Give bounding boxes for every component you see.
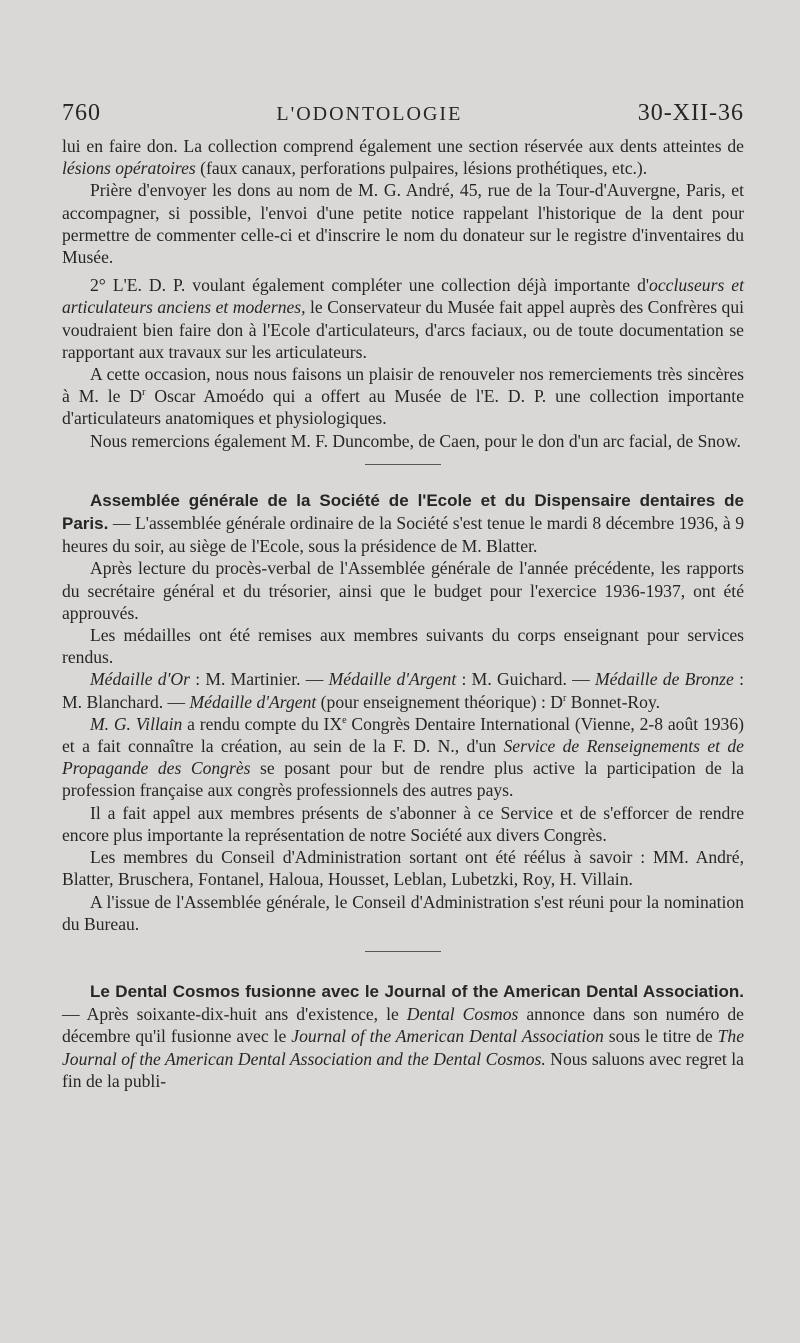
paragraph: Il a fait appel aux membres présents de s'abonner à ce Service et de s'efforcer de rendre encore plus importante la représentation de notre Société aux divers Congrès. — [62, 802, 744, 845]
section-heading: Le Dental Cosmos fusionne avec le Journal of the American Dental Association. — [90, 981, 744, 1001]
journal-title: L'ODONTOLOGIE — [276, 103, 463, 125]
dental-cosmos-section — [62, 980, 744, 1092]
page-number: 760 — [62, 100, 101, 126]
assembly-section — [62, 489, 744, 935]
paragraph: Après lecture du procès-verbal de l'Assemblée générale de l'année précédente, les rapports du secrétaire général et du trésorier, ainsi que le budget pour l'exercice 1936-1937, ont été approuvés. — [62, 558, 744, 623]
paragraph: Prière d'envoyer les dons au nom de M. G. André, 45, rue de la Tour-d'Auvergne, Paris, et accompagner, si possible, l'envoi d'une petite notice rappelant l'historique de la dent pour permettre de commenter celle-ci et d'inscrire le nom du donateur sur le registre d'inventaires du Musée. — [62, 180, 744, 268]
paragraph: Les médailles ont été remises aux membres suivants du corps enseignant pour services rendus. — [62, 625, 744, 668]
paragraph: 2° L'E. D. P. voulant également compléter une collection déjà importante d'occluseurs et articulateurs anciens et modernes, le Conservateur du Musée fait appel auprès des Confrères qui voudraient bien faire don à l'Ecole d'articulateurs, d'arcs faciaux, ou de toute documentation se rapportant aux travaux sur les articulateurs. — [62, 275, 745, 362]
section-divider — [365, 951, 441, 952]
museum-section — [62, 135, 744, 452]
issue-date: 30-XII-36 — [637, 100, 744, 126]
paragraph: M. G. Villain a rendu compte du IXe Congrès Dentaire International (Vienne, 2-8 août 1936) et a fait connaître la création, au sein de la F. D. N., d'un Service de Renseignements et de Propagande des Congrès se posant pour but de rendre plus active la participation de la profession française aux congrès professionnels des autres pays. — [62, 713, 744, 801]
paragraph: Nous remercions également M. F. Duncombe, de Caen, pour le don d'un arc facial, de Snow. — [90, 430, 741, 451]
paragraph: Le Dental Cosmos fusionne avec le Journal of the American Dental Association. — Après soixante-dix-huit ans d'existence, le Dental Cosmos annonce dans son numéro de décembre qu'il fusionne avec le Journal of the American Dental Association sous le titre de The Journal of the American Dental Association and the Dental Cosmos. Nous saluons avec regret la fin de la publi- — [62, 981, 745, 1091]
section-heading: Assemblée générale de la Société de l'Ecole et du Dispensaire dentaires de Paris. — [62, 490, 744, 534]
medals-paragraph: Médaille d'Or : M. Martinier. — Médaille d'Argent : M. Guichard. — Médaille de Bronze : M. Blanchard. — Médaille d'Argent (pour enseignement théorique) : $D^r$ Bonnet-Roy. — [62, 669, 744, 712]
page-header — [62, 100, 744, 127]
paragraph: A cette occasion, nous nous faisons un plaisir de renouveler nos remerciements très sincères à M. le $D^r$ Oscar Amoédo qui a offert au Musée de l'E. D. P. une collection importante d'articulateurs anatomiques et physiologiques. — [62, 364, 744, 429]
paragraph: A l'issue de l'Assemblée générale, le Conseil d'Administration s'est réuni pour la nomination du Bureau. — [62, 891, 744, 934]
paragraph: lui en faire don. La collection comprend également une section réservée aux dents atteintes de lésions opératoires (faux canaux, perforations pulpaires, lésions prothétiques, etc.). — [62, 136, 744, 179]
paragraph: Assemblée générale de la Société de l'Ecole et du Dispensaire dentaires de Paris. — L'assemblée générale ordinaire de la Société s'est tenue le mardi 8 décembre 1936, à 9 heures du soir, au siège de l'Ecole, sous la présidence de M. Blatter. — [62, 490, 744, 557]
paragraph: Les membres du Conseil d'Administration sortant ont été réélus à savoir : MM. André, Blatter, Bruschera, Fontanel, Haloua, Housset, Leblan, Lubetzki, Roy, H. Villain. — [62, 847, 744, 890]
section-divider — [365, 464, 441, 465]
